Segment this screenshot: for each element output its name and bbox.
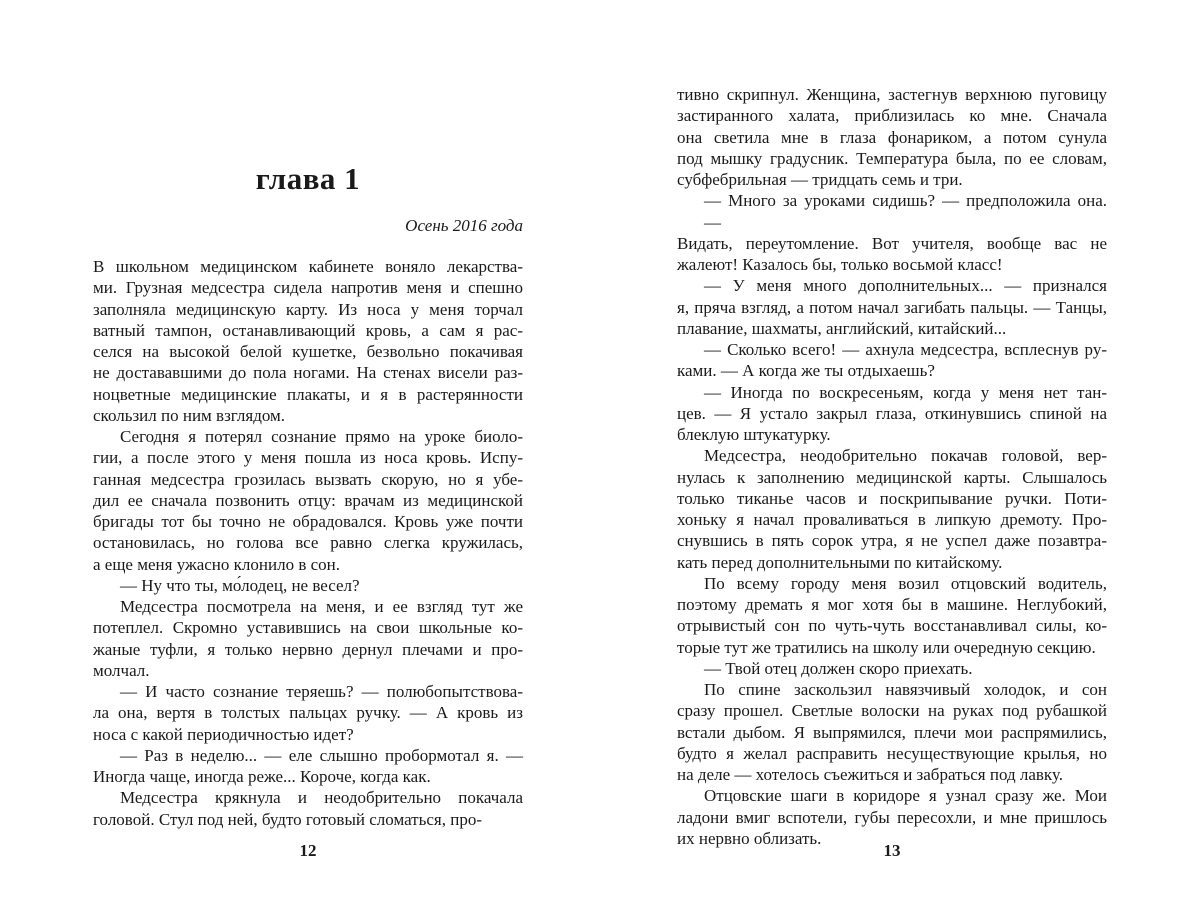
text-line: По спине заскользил навязчивый холодок, и сон [704,680,1107,699]
date-line: Осень 2016 года [405,216,523,235]
text-line: ноцветные медицинские плакаты, и я в растерянности [93,384,523,404]
text-line: на деле — хотелось съежиться и забраться под лавку. [677,765,1063,784]
text-line: ганная медсестра грозилась вызвать скорую, но я убе- [93,469,523,489]
text-line: ладони вмиг вспотели, губы пересохли, и мне пришлось [677,807,1107,827]
text-line: — Много за уроками сидишь? — предположила она. — [704,191,1107,232]
page-number-right: 13 [883,841,901,860]
text-line: — Сколько всего! — ахнула медсестра, всплеснув ру- [704,340,1107,359]
text-line: Отцовские шаги в коридоре я узнал сразу же. Мои [704,786,1107,806]
page-number-left: 12 [299,841,317,860]
text-line: кать перед дополнительными по китайскому. [677,552,1003,572]
text-line: скользил по ним взглядом. [93,405,286,425]
text-line: жалеют! Казалось бы, только восьмой класс! [677,255,1003,274]
left-page [93,0,523,923]
text-line: — Ну что ты, мо́лодец, не весел? [120,575,360,595]
text-line: а еще меня ужасно клонило в сон. [93,554,340,574]
text-line: носа с какой периодичностью идет? [93,724,354,744]
text-line: сразу прошел. Светлые волоски на руках под рубашкой [677,701,1107,721]
text-line: встали дыбом. Я выпрямился, плечи мои распрямились, [677,722,1107,742]
text-line: отрывистый сон по чуть-чуть восстанавливал силы, ко- [677,616,1107,636]
text-line: субфебрильная — тридцать семь и три. [677,170,963,189]
text-line: Медсестра крякнула и неодобрительно покачала [120,788,523,808]
text-line: бригады тот бы точно не обрадовался. Кровь уже почти [93,512,523,531]
text-line: Медсестра, неодобрительно покачав головой, вер- [704,446,1107,466]
text-line: нулась к заполнению медицинской карты. Слышалось [677,467,1107,487]
text-line: — Твой отец должен скоро приехать. [704,658,973,678]
text-line: будто я желал расправить несуществующие крылья, но [677,743,1107,763]
text-line: В школьном медицинском кабинете воняло лекарства- [93,257,523,276]
text-line: — У меня много дополнительных... — признался [704,276,1107,296]
text-line: торые тут же тратились на школу или очередную секцию. [677,637,1096,657]
text-line: цев. — Я устало закрыл глаза, откинувшись спиной на [677,403,1107,423]
text-line: хоньку я начал проваливаться в липкую дремоту. Про- [677,510,1107,529]
text-line: — И часто сознание теряешь? — полюбопытствова- [120,682,523,701]
text-line: Медсестра посмотрела на меня, и ее взгляд тут же [120,597,523,616]
text-line: молчал. [93,660,150,680]
text-line: дил ее сначала позвонить отцу: врачам из медицинской [93,490,523,510]
text-line: только тиканье часов и поскрипывание ручки. Поти- [677,488,1107,508]
text-line: не достававшими до пола ногами. На стенах висели раз- [93,363,523,383]
text-line: их нервно облизать. [677,828,822,848]
text-line: ватный тампон, останавливающий кровь, а сам я рас- [93,320,523,340]
left-page-body [93,256,523,830]
text-line: плавание, шахматы, английский, китайский... [677,318,1007,338]
text-line: Сегодня я потерял сознание прямо на уроке биоло- [120,427,523,446]
text-line: потеплел. Скромно уставившись на свои школьные ко- [93,618,523,638]
text-line: Иногда чаще, иногда реже... Короче, когда как. [93,767,431,786]
text-line: гии, а после этого у меня пошла из носа кровь. Испу- [93,448,523,468]
text-line: — Раз в неделю... — еле слышно пробормотал я. — [120,745,523,765]
text-line: под мышку градусник. Температура была, по ее словам, [677,148,1107,168]
text-line: блеклую штукатурку. [677,425,831,444]
text-line: она светила мне в глаза фонариком, а потом сунула [677,127,1107,147]
text-line: ми. Грузная медсестра сидела напротив меня и спешно [93,278,523,298]
text-line: Видать, переутомление. Вот учителя, вообще вас не [677,233,1107,253]
text-line: заполняла медицинскую карту. Из носа у меня торчал [93,299,523,319]
text-line: остановилась, но голова все равно слегка кружилась, [93,533,523,553]
right-page-body [677,84,1107,849]
text-line: поэтому дремать я мог хотя бы в машине. Неглубокий, [677,595,1107,614]
text-line: селся на высокой белой кушетке, безвольно покачивая [93,342,523,361]
text-line: застиранного халата, приблизилась ко мне. Сначала [677,106,1107,126]
text-line: По всему городу меня возил отцовский водитель, [704,573,1107,593]
text-line: жаные туфли, я только нервно дернул плечами и про- [93,639,523,659]
text-line: снувшись в пять сорок утра, я не успел даже позавтра- [677,531,1107,551]
text-line: тивно скрипнул. Женщина, застегнув верхнюю пуговицу [677,85,1107,104]
text-line: ками. — А когда же ты отдыхаешь? [677,361,935,381]
text-line: я, пряча взгляд, а потом начал загибать пальцы. — Танцы, [677,297,1107,317]
text-line: ла она, вертя в толстых пальцах ручку. — А кровь из [93,703,523,723]
right-page [677,0,1107,923]
text-line: головой. Стул под ней, будто готовый сломаться, про- [93,809,482,829]
chapter-heading: глава 1 [255,161,361,196]
text-line: — Иногда по воскресеньям, когда у меня нет тан- [704,382,1107,402]
